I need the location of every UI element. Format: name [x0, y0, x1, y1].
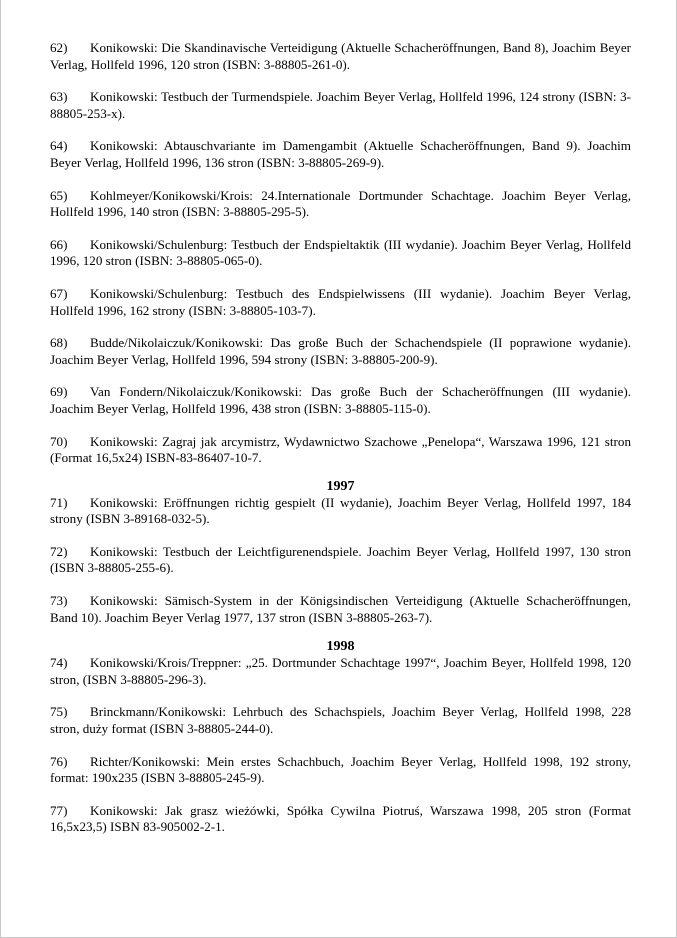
entry-text: Richter/Konikowski: Mein erstes Schachbuch, Joachim Beyer Verlag, Hollfeld 1998, 192 strony, format: 190x235 (ISBN 3-88805-245-9).: [50, 753, 631, 786]
entry-number: 63): [50, 89, 68, 105]
bibliography-entry: [50, 138, 631, 171]
entry-number: 77): [50, 802, 68, 818]
entry-text: Konikowski/Krois/Treppner: „25. Dortmunder Schachtage 1997“, Joachim Beyer, Hollfeld 1998, 120 stron, (ISBN 3-88805-296-3).: [50, 655, 631, 687]
bibliography-entry: [50, 89, 631, 122]
bibliography-entry: [50, 544, 631, 577]
entry-number: 69): [50, 384, 68, 400]
entry-text: Konikowski/Schulenburg: Testbuch des Endspielwissens (III wydanie). Joachim Beyer Verlag, Hollfeld 1996, 162 strony (ISBN: 3-88805-103-7).: [50, 285, 631, 318]
bibliography-entry: [50, 434, 631, 467]
bibliography-entry: [50, 754, 631, 787]
year-heading-1998: 1998: [326, 639, 355, 655]
entry-text: Budde/Nikolaiczuk/Konikowski: Das große Buch der Schachendspiele (II poprawione wydanie). Joachim Beyer Verlag, Hollfeld 1996, 594 strony (ISBN: 3-88805-200-9).: [50, 335, 631, 367]
entry-text: Konikowski: Eröffnungen richtig gespielt (II wydanie), Joachim Beyer Verlag, Hollfeld 1997, 184 strony (ISBN 3-89168-032-5).: [50, 494, 631, 527]
bibliography-entry: [50, 655, 631, 688]
bibliography-entry: [50, 188, 631, 221]
entry-number: 65): [50, 187, 68, 203]
bibliography-list: [50, 40, 631, 852]
bibliography-entry: [50, 495, 631, 528]
entry-text: Konikowski: Sämisch-System in der Königsindischen Verteidigung (Aktuelle Schacheröffnungen, Band 10). Joachim Beyer Verlag 1977, 137 stron (ISBN 3-88805-263-7).: [50, 593, 631, 625]
entry-number: 66): [50, 236, 68, 252]
year-heading-1997: 1997: [326, 478, 355, 494]
entry-text: Konikowski: Zagraj jak arcymistrz, Wydawnictwo Szachowe „Penelopa“, Warszawa 1996, 121 stron (Format 16,5x24) ISBN-83-86407-10-7.: [50, 433, 631, 466]
entry-number: 62): [50, 40, 68, 55]
bibliography-entry: [50, 803, 631, 836]
entry-number: 75): [50, 704, 68, 720]
entry-text: Konikowski: Abtauschvariante im Damengambit (Aktuelle Schacheröffnungen, Band 9). Joachim Beyer Verlag, Hollfeld 1996, 136 stron (ISBN: 3-88805-269-9).: [50, 138, 631, 170]
entry-number: 73): [50, 593, 68, 609]
entry-text: Konikowski: Jak grasz wieżówki, Spółka Cywilna Piotruś, Warszawa 1998, 205 stron (Format 16,5x23,5) ISBN 83-905002-2-1.: [50, 802, 631, 835]
bibliography-entry: [50, 335, 631, 368]
entry-number: 72): [50, 543, 68, 559]
entry-number: 64): [50, 138, 68, 154]
entry-number: 68): [50, 335, 68, 351]
entry-text: Konikowski: Die Skandinavische Verteidigung (Aktuelle Schacheröffnungen, Band 8), Joachim Beyer Verlag, Hollfeld 1996, 120 stron (ISBN: 3-88805-261-0).: [50, 40, 631, 72]
entry-text: Kohlmeyer/Konikowski/Krois: 24.Internationale Dortmunder Schachtage. Joachim Beyer Verlag, Hollfeld 1996, 140 stron (ISBN: 3-88805-295-5).: [50, 187, 631, 220]
bibliography-entry: [50, 237, 631, 270]
bibliography-entry: [50, 384, 631, 417]
bibliography-entry: [50, 704, 631, 737]
bibliography-entry: [50, 40, 631, 73]
entry-text: Brinckmann/Konikowski: Lehrbuch des Schachspiels, Joachim Beyer Verlag, Hollfeld 1998, 228 stron, duży format (ISBN 3-88805-244-0).: [50, 704, 631, 737]
bibliography-entry: [50, 286, 631, 319]
entry-number: 71): [50, 494, 68, 510]
entry-number: 74): [50, 655, 68, 671]
entry-text: Van Fondern/Nikolaiczuk/Konikowski: Das große Buch der Schacheröffnungen (III wydanie). Joachim Beyer Verlag, Hollfeld 1996, 438 stron (ISBN: 3-88805-115-0).: [50, 384, 631, 416]
entry-number: 70): [50, 433, 68, 449]
bibliography-entry: [50, 593, 631, 626]
entry-text: Konikowski: Testbuch der Turmendspiele. Joachim Beyer Verlag, Hollfeld 1996, 124 strony (ISBN: 3-88805-253-x).: [50, 89, 631, 121]
entry-text: Konikowski: Testbuch der Leichtfigurenendspiele. Joachim Beyer Verlag, Hollfeld 1997, 130 stron (ISBN 3-88805-255-6).: [50, 543, 631, 576]
entry-number: 67): [50, 285, 68, 301]
entry-text: Konikowski/Schulenburg: Testbuch der Endspieltaktik (III wydanie). Joachim Beyer Verlag, Hollfeld 1996, 120 stron (ISBN: 3-88805-065-0).: [50, 236, 631, 269]
entry-number: 76): [50, 753, 68, 769]
